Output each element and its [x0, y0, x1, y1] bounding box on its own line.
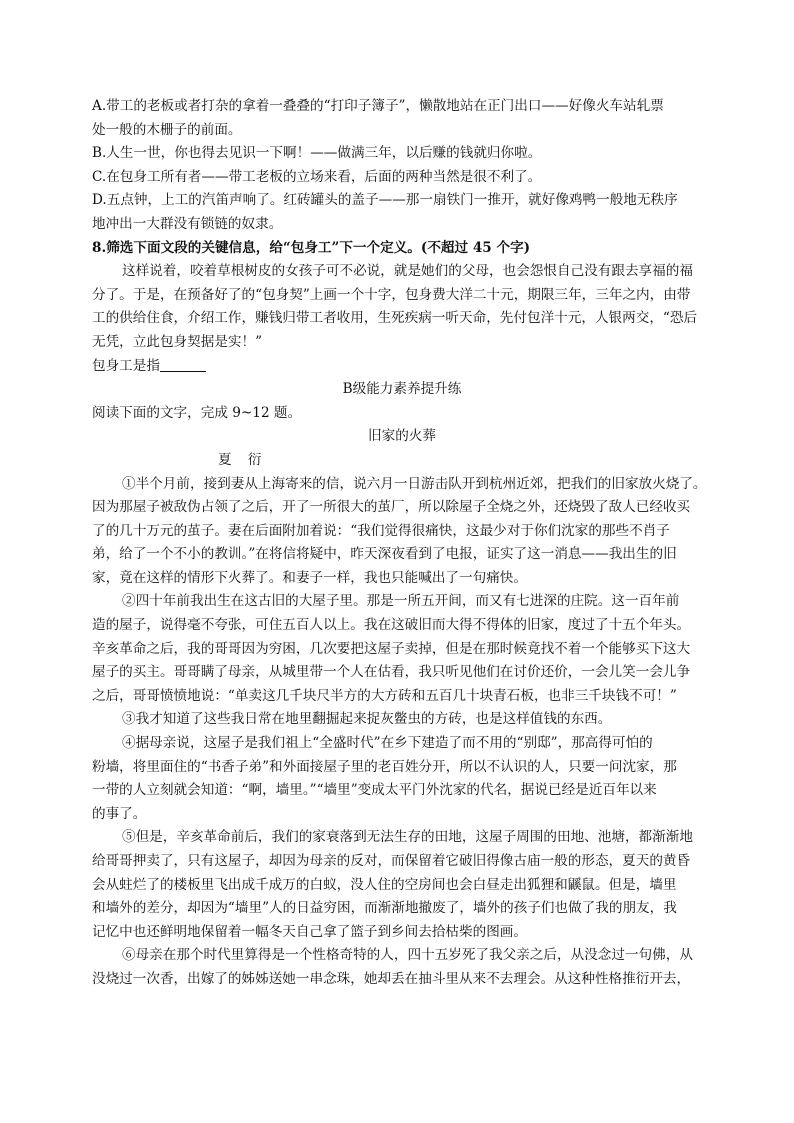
article-line: 一带的人立刻就会知道：“啊，墙里。”“墙里”变成太平门外沈家的代名，据说已经是近百年以来 [92, 782, 657, 799]
option-d-line-2: 地冲出一大群没有锁链的奴隶。 [92, 215, 283, 232]
q8-answer-prefix: 包身工是指 [92, 357, 160, 374]
article-line: 造的屋子，说得毫不夸张，可住五百人以上。我在这破旧而大得不得体的旧家，度过了十五个年头。 [92, 617, 691, 634]
article-line: ③我才知道了这些我日常在地里翻掘起来捉灰鳖虫的方砖，也是这样值钱的东西。 [122, 711, 612, 728]
article-line: 会从蛀烂了的楼板里飞出成千成万的白蚁，没人住的空房间也会白昼走出狐狸和鼷鼠。但是，墙里 [92, 876, 677, 893]
q8-passage-line-1: 这样说着，咬着草根树皮的女孩子可不必说，就是她们的父母，也会怨恨自己没有跟去享福的福 [122, 263, 693, 280]
option-a-line-2: 处一般的木栅子的前面。 [92, 121, 242, 138]
option-a-line-1: A.带工的老板或者打杂的拿着一叠叠的“打印子簿子”，懒散地站在正门出口——好像火车站轧票 [92, 98, 664, 114]
q8-passage-line-2: 分了。于是，在预备好了的“包身契”上画一个十字，包身费大洋二十元，期限三年，三年之内，由带 [92, 286, 691, 303]
document-page [92, 95, 712, 992]
article-line: 和墙外的差分，却因为“墙里”人的日益穷困，而渐渐地撤废了，墙外的孩子们也做了我的朋友，我 [92, 900, 677, 917]
article-line: 家，竟在这样的情形下火葬了。和妻子一样，我也只能喊出了一句痛快。 [92, 569, 527, 586]
article-line: 记忆中也还鲜明地保留着一幅冬天自己拿了篮子到乡间去拾枯柴的图画。 [92, 923, 527, 940]
article-line: 屋子的买主。哥哥瞒了母亲，从城里带一个人在估看，我只听见他们在讨价还价，一会儿笑一会儿争 [92, 664, 691, 681]
article-line: 之后，哥哥愤愤地说：“单卖这几千块尺半方的大方砖和五百几十块青石板，也非三千块钱不可！” [92, 687, 677, 704]
article-line: 弟，给了一个不小的教训。”在将信将疑中，昨天深夜看到了电报，证实了这一消息——我出生的旧 [92, 546, 677, 563]
article-line: 了的几十万元的茧子。妻在后面附加着说：“我们觉得很痛快，这最少对于你们沈家的那些不肖子 [92, 522, 670, 539]
answer-blank[interactable] [160, 357, 206, 372]
q8-passage-line-4: 无凭，立此包身契据是实！” [92, 333, 263, 350]
article-line: 给哥哥押卖了，只有这屋子，却因为母亲的反对，而保留着它破旧得像古庙一般的形态，夏天的黄昏 [92, 853, 691, 869]
article-line: ⑥母亲在那个时代里算得是一个性格奇特的人，四十五岁死了我父亲之后，从没念过一句佛，从 [122, 947, 693, 964]
question-8-title: 8.筛选下面文段的关键信息，给“包身工”下一个定义。(不超过 45 个字) [92, 239, 531, 256]
article-title: 旧家的火葬 [368, 428, 436, 445]
article-line: 的事了。 [92, 805, 147, 822]
q8-answer-line [92, 355, 712, 379]
article-line: ②四十年前我出生在这古旧的大屋子里。那是一所五开间，而又有七进深的庄院。这一百年前 [122, 593, 680, 610]
article-line: 因为那屋子被敌伪占领了之后，开了一所很大的茧厂，所以除屋子全烧之外，还烧毁了敌人已经收买 [92, 499, 691, 516]
article-line: ④据母亲说，这屋子是我们祖上“全盛时代”在乡下建造了而不用的“别邸”，那高得可怕的 [122, 735, 653, 752]
article-line: 没烧过一次香，出嫁了的姊姊送她一串念珠，她却丢在抽斗里从来不去理会。从这种性格推衍开去， [92, 970, 691, 987]
article-line: ⑤但是，辛亥革命前后，我们的家衰落到无法生存的田地，这屋子周围的田地、池塘，都渐渐地 [122, 829, 693, 846]
section-b-title: B级能力素养提升练 [342, 381, 462, 398]
option-d-line-1: D.五点钟，上工的汽笛声响了。红砖罐头的盖子——那一扇铁门一推开，就好像鸡鸭一般地无秩序 [92, 192, 678, 209]
article-author: 夏 衍 [218, 451, 268, 468]
q8-passage-line-3: 工的供给住食，介绍工作，赚钱归带工者收用，生死疾病一听天命，先付包洋十元，人银两交，“恐后 [92, 310, 698, 327]
reading-instruction: 阅读下面的文字，完成 9~12 题。 [92, 404, 302, 421]
article-line: 粉墙，将里面住的“书香子弟”和外面接屋子里的老百姓分开，所以不认识的人，只要一问沈家，那 [92, 758, 677, 775]
article-line: 辛亥革命之后，我的哥哥因为穷困，几次要把这屋子卖掉，但是在那时候竟找不着一个能够买下这大 [92, 640, 691, 657]
article-line: ①半个月前，接到妻从上海寄来的信，说六月一日游击队开到杭州近郊，把我们的旧家放火烧了。 [122, 475, 707, 492]
option-c: C.在包身工所有者——带工老板的立场来看，后面的两种当然是很不利了。 [92, 168, 542, 185]
option-b: B.人生一世，你也得去见识一下啊！——做满三年，以后赚的钱就归你啦。 [92, 145, 542, 162]
